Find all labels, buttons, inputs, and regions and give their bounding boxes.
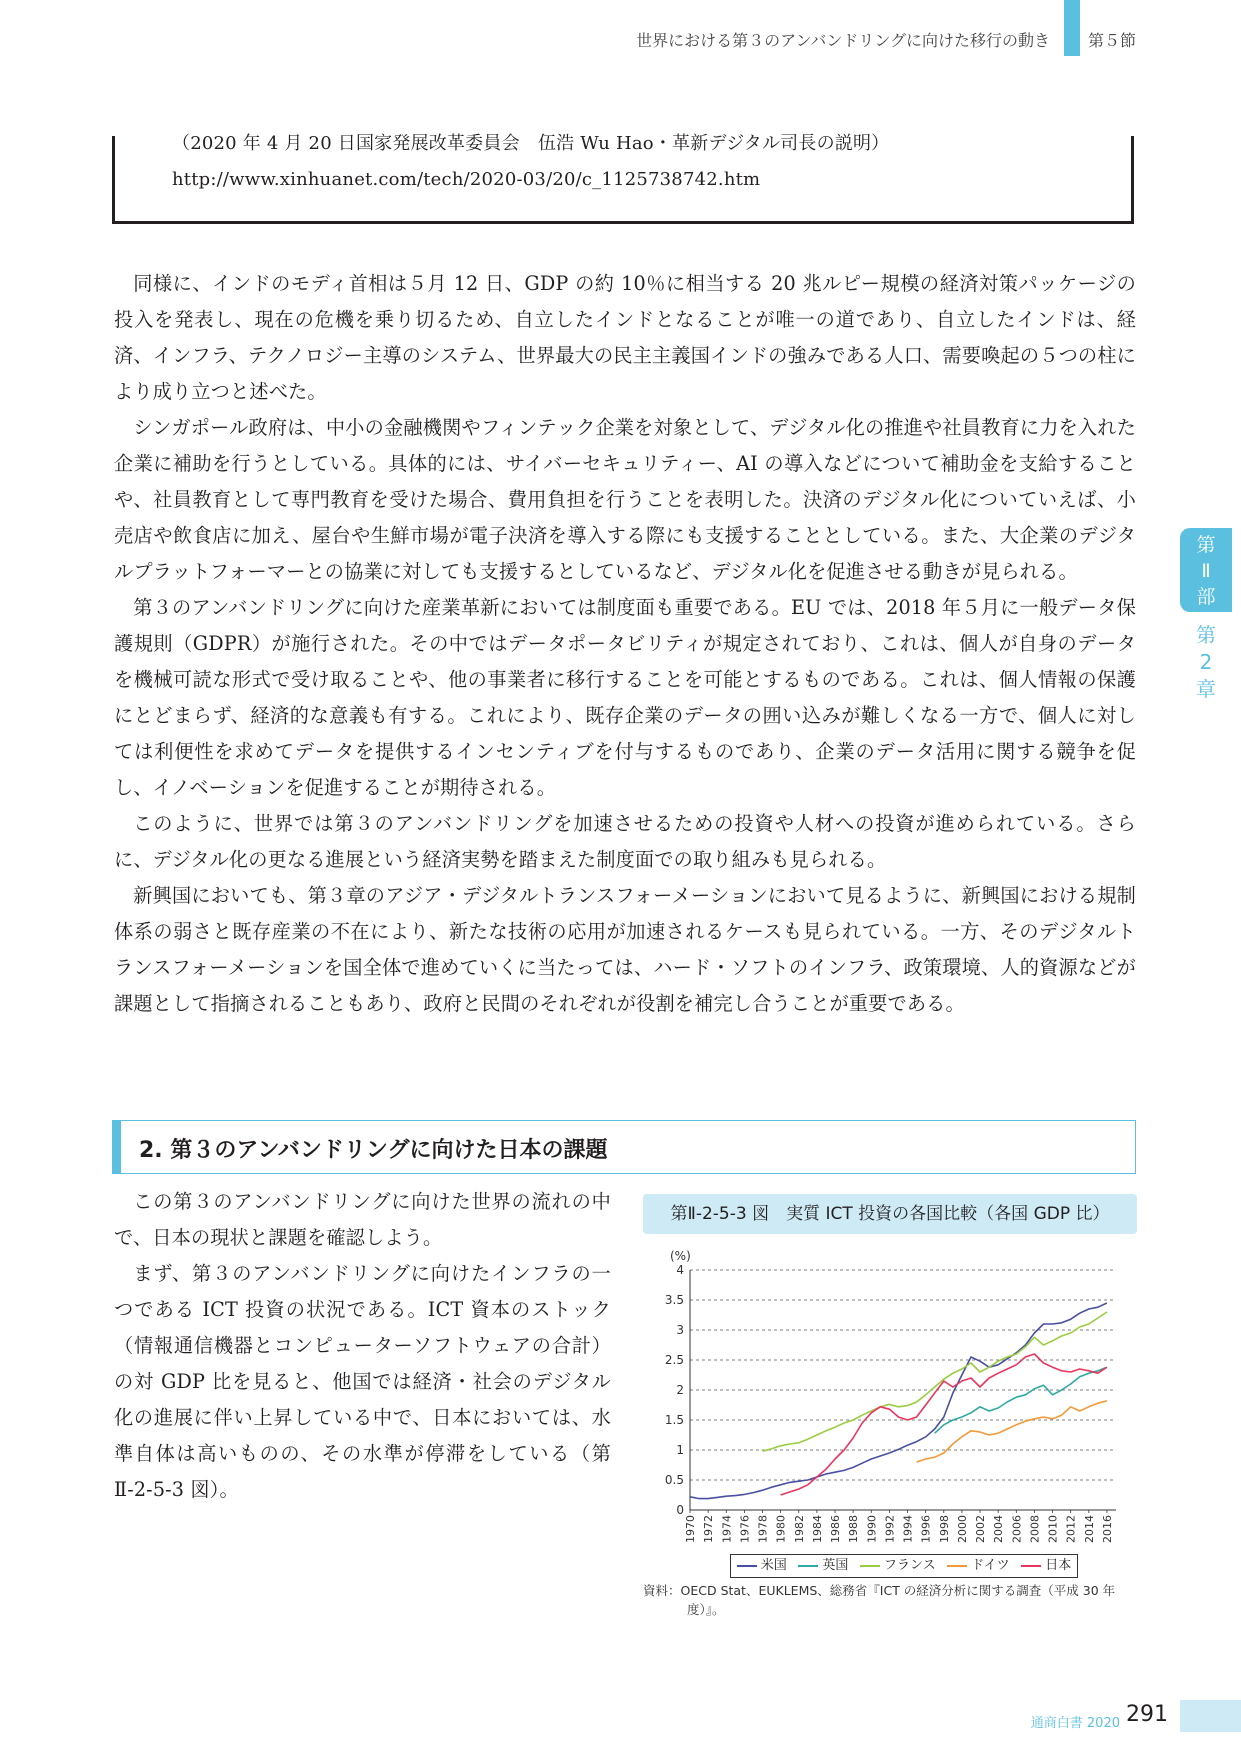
legend-label: ドイツ — [971, 1558, 1010, 1573]
ict-investment-chart — [643, 1244, 1137, 1550]
x-tick-label: 2004 — [992, 1515, 1006, 1543]
x-tick-label: 1996 — [919, 1515, 933, 1543]
y-tick-label: 1.5 — [664, 1413, 684, 1427]
body-paragraph: シンガポール政府は、中小の金融機関やフィンテック企業を対象として、デジタル化の推進や社員教育に力を入れた企業に補助を行うとしている。具体的には、サイバーセキュリティー、AI の導入などについて補助金を支給することや、社員教育として専門教育を受けた場合、費用負担を行うことを表明した。決済のデジタル化についていえば、小売店や飲食店に加え、屋台や生鮮市場が電子決済を導入する際にも支援することとしている。また、大企業のデジタルプラットフォーマーとの協業に対しても支援するとしているなど、デジタル化を促進させる動きが見られる。 — [114, 416, 1136, 583]
legend-swatch — [737, 1565, 757, 1567]
y-tick-label: 1 — [676, 1443, 684, 1457]
section-heading-text: 2. 第３のアンバンドリングに向けた日本の課題 — [139, 1138, 608, 1163]
x-tick-label: 2016 — [1100, 1515, 1114, 1543]
footer-page-number: 291 — [1126, 1702, 1168, 1727]
side-tab-chapter — [1180, 622, 1232, 703]
y-unit-label: (%) — [670, 1249, 691, 1263]
x-tick-label: 2006 — [1010, 1515, 1024, 1543]
x-tick-label: 2008 — [1028, 1515, 1042, 1543]
y-tick-label: 2.5 — [664, 1353, 684, 1367]
series-line-米国 — [690, 1303, 1107, 1499]
x-tick-label: 1986 — [829, 1515, 843, 1543]
quote-url: http://www.xinhuanet.com/tech/2020-03/20/c_1125738742.htm — [172, 169, 761, 190]
legend-swatch — [1021, 1565, 1041, 1567]
body-paragraph: 同様に、インドのモディ首相は５月 12 日、GDP の約 10％に相当する 20 兆ルピー規模の経済対策パッケージの投入を発表し、現在の危機を乗り切るため、自立したインドとなることが唯一の道であり、自立したインドは、経済、インフラ、テクノロジー主導のシステム、世界最大の民主主義国インドの強みである人口、需要喚起の５つの柱により成り立つと述べた。 — [114, 272, 1136, 403]
body-paragraph: 新興国においても、第３章のアジア・デジタルトランスフォーメーションにおいて見るように、新興国における規制体系の弱さと既存産業の不在により、新たな技術の応用が加速されるケースも見られている。一方、そのデジタルトランスフォーメーションを国全体で進めていくに当たっては、ハード・ソフトのインフラ、政策環境、人的資源などが課題として指摘されることもあり、政府と民間のそれぞれが役割を補完し合うことが重要である。 — [114, 884, 1136, 1015]
footer-book-title: 通商白書 2020 — [1030, 1716, 1120, 1731]
y-tick-label: 2 — [676, 1383, 684, 1397]
x-tick-label: 2002 — [974, 1515, 988, 1543]
y-tick-label: 3 — [676, 1323, 684, 1337]
x-tick-label: 1978 — [756, 1515, 770, 1543]
y-tick-label: 0 — [676, 1503, 684, 1517]
x-tick-label: 2014 — [1082, 1515, 1096, 1543]
x-tick-label: 1974 — [720, 1515, 734, 1543]
legend-item — [1021, 1555, 1071, 1577]
side-tab-part-char: 第 — [1196, 534, 1216, 556]
section-heading-bar — [113, 1121, 121, 1173]
body-paragraph: 第３のアンバンドリングに向けた産業革新においては制度面も重要である。EU では、2018 年５月に一般データ保護規則（GDPR）が施行された。その中ではデータポータビリティが規定されており、これは、個人が自身のデータを機械可読な形式で受け取ることや、他の事業者に移行することを可能とするものである。これは、個人情報の保護にとどまらず、経済的な意義も有する。これにより、既存企業のデータの囲い込みが難しくなる一方で、個人に対しては利便性を求めてデータを提供するインセンティブを付与するものであり、企業のデータ活用に関する競争を促し、イノベーションを促進することが期待される。 — [114, 596, 1136, 799]
x-tick-label: 1988 — [847, 1515, 861, 1543]
side-tab-part-char: 部 — [1196, 586, 1216, 608]
y-tick-label: 4 — [676, 1263, 684, 1277]
legend-swatch — [860, 1565, 880, 1567]
x-tick-label: 1982 — [792, 1515, 806, 1543]
series-line-フランス — [763, 1312, 1107, 1451]
series-line-ドイツ — [917, 1401, 1107, 1462]
x-tick-label: 1976 — [738, 1515, 752, 1543]
x-tick-label: 1980 — [774, 1515, 788, 1543]
side-tab-part — [1180, 528, 1232, 612]
x-tick-label: 2010 — [1046, 1515, 1060, 1543]
side-tab-chapter-char: 2 — [1199, 650, 1213, 674]
x-tick-label: 2012 — [1064, 1515, 1078, 1543]
y-tick-label: 0.5 — [664, 1473, 684, 1487]
section-heading — [112, 1120, 1136, 1174]
x-tick-label: 1972 — [702, 1515, 716, 1543]
figure-source-note: 資料：OECD Stat、EUKLEMS、総務省『ICT の経済分析に関する調査（平成 30 年度）』。 — [643, 1583, 1116, 1617]
side-tab-part-char: Ⅱ — [1201, 560, 1211, 582]
legend-item — [947, 1555, 1009, 1577]
chart-legend — [730, 1554, 1078, 1578]
legend-label: 英国 — [822, 1558, 849, 1573]
figure-title: 第Ⅱ-2-5-3 図 実質 ICT 投資の各国比較（各国 GDP 比） — [643, 1194, 1137, 1234]
y-tick-label: 3.5 — [664, 1293, 684, 1307]
legend-swatch — [947, 1565, 967, 1567]
legend-item — [737, 1555, 787, 1577]
x-tick-label: 1992 — [883, 1515, 897, 1543]
header-accent-bar — [1064, 0, 1080, 56]
left-paragraph: この第３のアンバンドリングに向けた世界の流れの中で、日本の現状と課題を確認しよう。 — [114, 1190, 611, 1249]
x-tick-label: 1990 — [865, 1515, 879, 1543]
legend-label: フランス — [884, 1558, 936, 1573]
legend-item — [798, 1555, 848, 1577]
x-tick-label: 1970 — [684, 1515, 697, 1543]
side-tab-chapter-char: 第 — [1196, 623, 1216, 647]
left-paragraph: まず、第３のアンバンドリングに向けたインフラの一つである ICT 投資の状況である。ICT 資本のストック（情報通信機器とコンピューターソフトウェアの合計）の対 GDP 比を見ると、他国では経済・社会のデジタル化の進展に伴い上昇している中で、日本においては、水準自体は高いものの、その水準が停滞をしている（第Ⅱ-2-5-3 図）。 — [114, 1262, 611, 1501]
header-title: 世界における第３のアンバンドリングに向けた移行の動き — [636, 31, 1050, 50]
x-tick-label: 1998 — [937, 1515, 951, 1543]
legend-label: 米国 — [760, 1558, 787, 1573]
footer-accent-bar — [1180, 1700, 1241, 1732]
legend-swatch — [798, 1565, 818, 1567]
x-tick-label: 2000 — [955, 1515, 969, 1543]
x-tick-label: 1994 — [901, 1515, 915, 1543]
body-text — [114, 266, 1136, 1022]
side-tab-chapter-char: 章 — [1196, 677, 1216, 701]
legend-label: 日本 — [1045, 1558, 1072, 1573]
header-section-label: 第５節 — [1088, 31, 1137, 50]
body-paragraph: このように、世界では第３のアンバンドリングを加速させるための投資や人材への投資が進められている。さらに、デジタル化の更なる進展という経済実勢を踏まえた制度面での取り組みも見られる。 — [114, 812, 1136, 871]
legend-item — [860, 1555, 936, 1577]
x-tick-label: 1984 — [810, 1515, 824, 1543]
quote-citation: （2020 年 4 月 20 日国家発展改革委員会 伍浩 Wu Hao・革新デジタル司長の説明） — [172, 133, 890, 154]
left-column-text — [114, 1184, 611, 1508]
